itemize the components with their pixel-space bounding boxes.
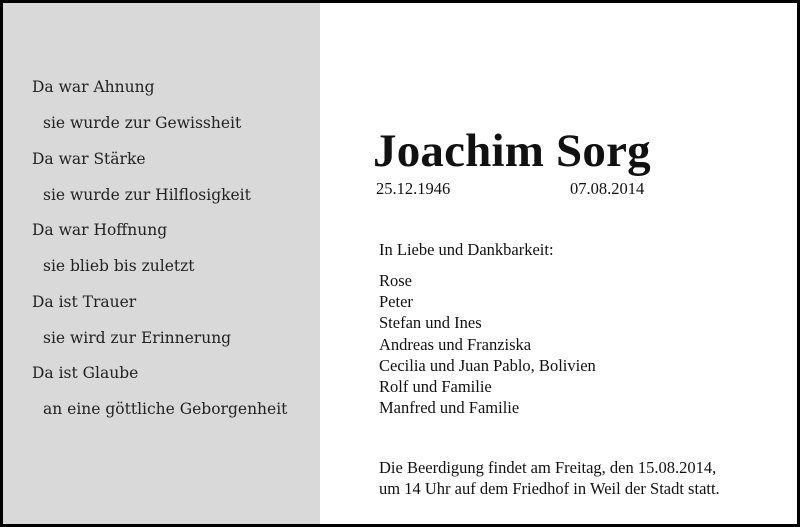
mourner: Peter	[379, 292, 413, 311]
poem-line: Da war Stärke	[32, 150, 146, 168]
death-date: 07.08.2014	[570, 179, 645, 198]
funeral-info-line-1: Die Beerdigung findet am Freitag, den 15.08.2014,	[379, 458, 717, 477]
mourner: Andreas und Franziska	[379, 335, 532, 354]
poem-panel	[3, 3, 320, 524]
poem-line: sie wird zur Erinnerung	[43, 329, 232, 347]
poem-line: Da war Hoffnung	[32, 221, 168, 239]
obituary-card	[3, 3, 797, 524]
funeral-info-line-2: um 14 Uhr auf dem Friedhof in Weil der Stadt statt.	[379, 479, 720, 498]
poem-line: sie blieb bis zuletzt	[43, 257, 195, 275]
mourner: Stefan und Ines	[379, 313, 482, 332]
mourner: Manfred und Familie	[379, 398, 520, 417]
deceased-name: Joachim Sorg	[373, 125, 651, 177]
poem-line: sie wurde zur Gewissheit	[43, 114, 242, 132]
birth-date: 25.12.1946	[376, 179, 451, 198]
mourner: Cecilia und Juan Pablo, Bolivien	[379, 356, 596, 375]
mourner: Rose	[379, 271, 412, 290]
intro-text: In Liebe und Dankbarkeit:	[379, 240, 554, 259]
poem-line: sie wurde zur Hilflosigkeit	[43, 186, 251, 204]
poem-line: Da ist Trauer	[32, 293, 137, 311]
mourner: Rolf und Familie	[379, 377, 492, 396]
poem-line: an eine göttliche Geborgenheit	[43, 400, 288, 418]
poem-line: Da ist Glaube	[32, 364, 139, 382]
poem-line: Da war Ahnung	[32, 78, 155, 96]
